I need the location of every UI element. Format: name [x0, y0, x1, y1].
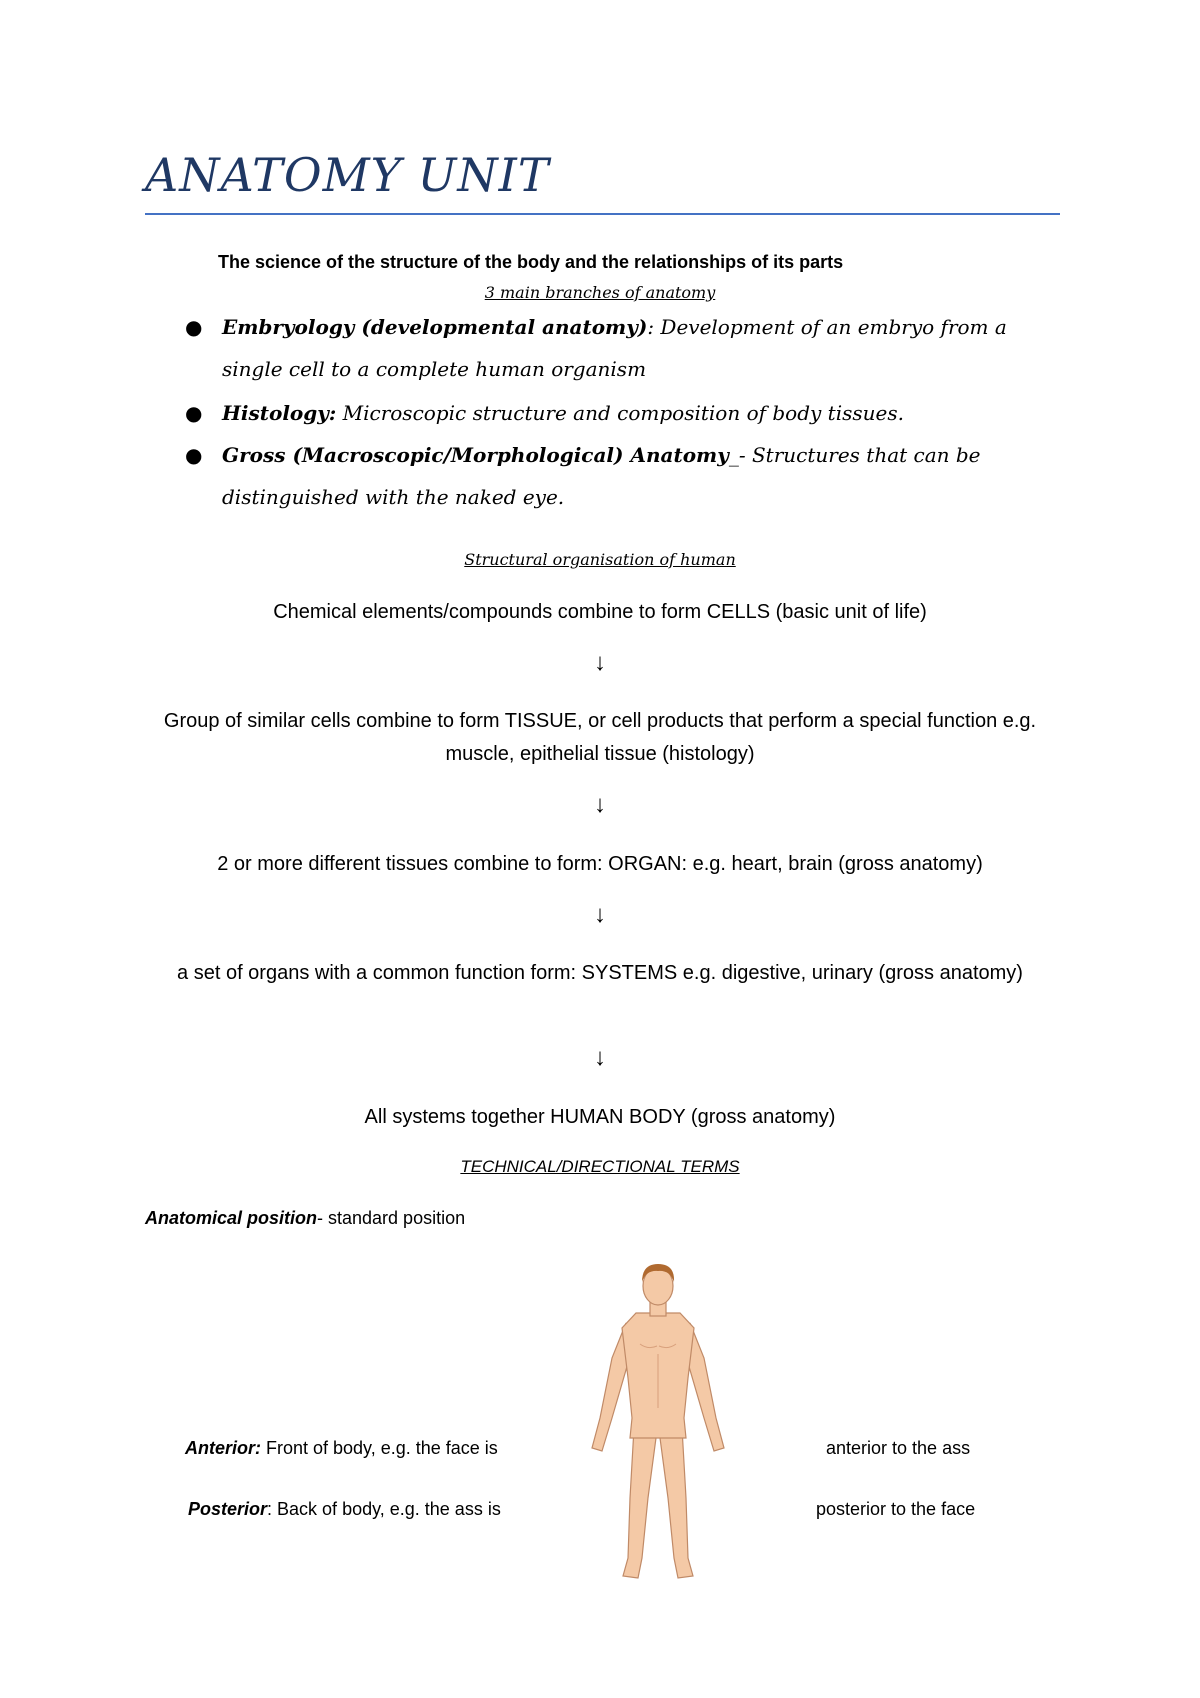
- flow-step-cells: Chemical elements/compounds combine to form CELLS (basic unit of life): [273, 601, 927, 623]
- posterior-left-text: : Back of body, e.g. the ass is: [267, 1499, 501, 1519]
- down-arrow-icon: ↓: [594, 649, 606, 676]
- anatomical-position-line: [145, 1208, 465, 1229]
- down-arrow-icon: ↓: [594, 1044, 606, 1071]
- technical-terms-caption: TECHNICAL/DIRECTIONAL TERMS: [460, 1157, 740, 1176]
- branches-caption: 3 main branches of anatomy: [484, 283, 716, 302]
- branch-term: Gross (Macroscopic/Morphological) Anatomy: [222, 443, 729, 467]
- title-underline-divider: [145, 213, 1060, 215]
- branch-term: Histology:: [222, 401, 337, 425]
- anterior-definition: [185, 1438, 498, 1459]
- flow-step-human-body: All systems together HUMAN BODY (gross anatomy): [364, 1106, 836, 1128]
- branch-term: Embryology (developmental anatomy): [222, 315, 648, 339]
- branch-item-histology: [185, 392, 1022, 434]
- flow-step-systems: a set of organs with a common function form: SYSTEMS e.g. digestive, urinary (gross anatomy): [177, 962, 1023, 984]
- posterior-definition: [188, 1499, 501, 1520]
- anterior-term: Anterior:: [185, 1438, 261, 1458]
- branch-item-gross-anatomy: [185, 434, 1022, 518]
- branch-item-embryology: [185, 306, 1022, 390]
- bullet-icon: ●: [185, 401, 203, 425]
- posterior-example-continued: posterior to the face: [816, 1499, 976, 1519]
- anatomical-position-text: - standard position: [317, 1208, 466, 1228]
- structural-caption: Structural organisation of human: [464, 550, 736, 569]
- posterior-term: Posterior: [188, 1499, 268, 1519]
- branch-text: Microscopic structure and composition of body tissues.: [336, 401, 904, 425]
- intro-definition: The science of the structure of the body and the relationships of its parts: [218, 252, 844, 272]
- flow-step-tissue: Group of similar cells combine to form TISSUE, or cell products that perform a special function e.g. muscle, epithelial tissue (histology): [163, 710, 1037, 765]
- anatomical-position-term: Anatomical position: [145, 1208, 318, 1228]
- down-arrow-icon: ↓: [594, 901, 606, 928]
- anterior-left-text: Front of body, e.g. the face is: [261, 1438, 498, 1458]
- branch-text: _- Structures that can be distinguished with the naked eye.: [222, 443, 981, 509]
- branch-text: : Development of an embryo from a single cell to a complete human organism: [222, 315, 1007, 381]
- bullet-icon: ●: [185, 315, 203, 339]
- human-body-illustration: [578, 1258, 738, 1593]
- anterior-example-continued: anterior to the ass: [826, 1438, 971, 1458]
- flow-step-organ: 2 or more different tissues combine to form: ORGAN: e.g. heart, brain (gross anatomy): [217, 853, 983, 875]
- down-arrow-icon: ↓: [594, 791, 606, 818]
- page-title: ANATOMY UNIT: [145, 148, 550, 202]
- bullet-icon: ●: [185, 443, 203, 467]
